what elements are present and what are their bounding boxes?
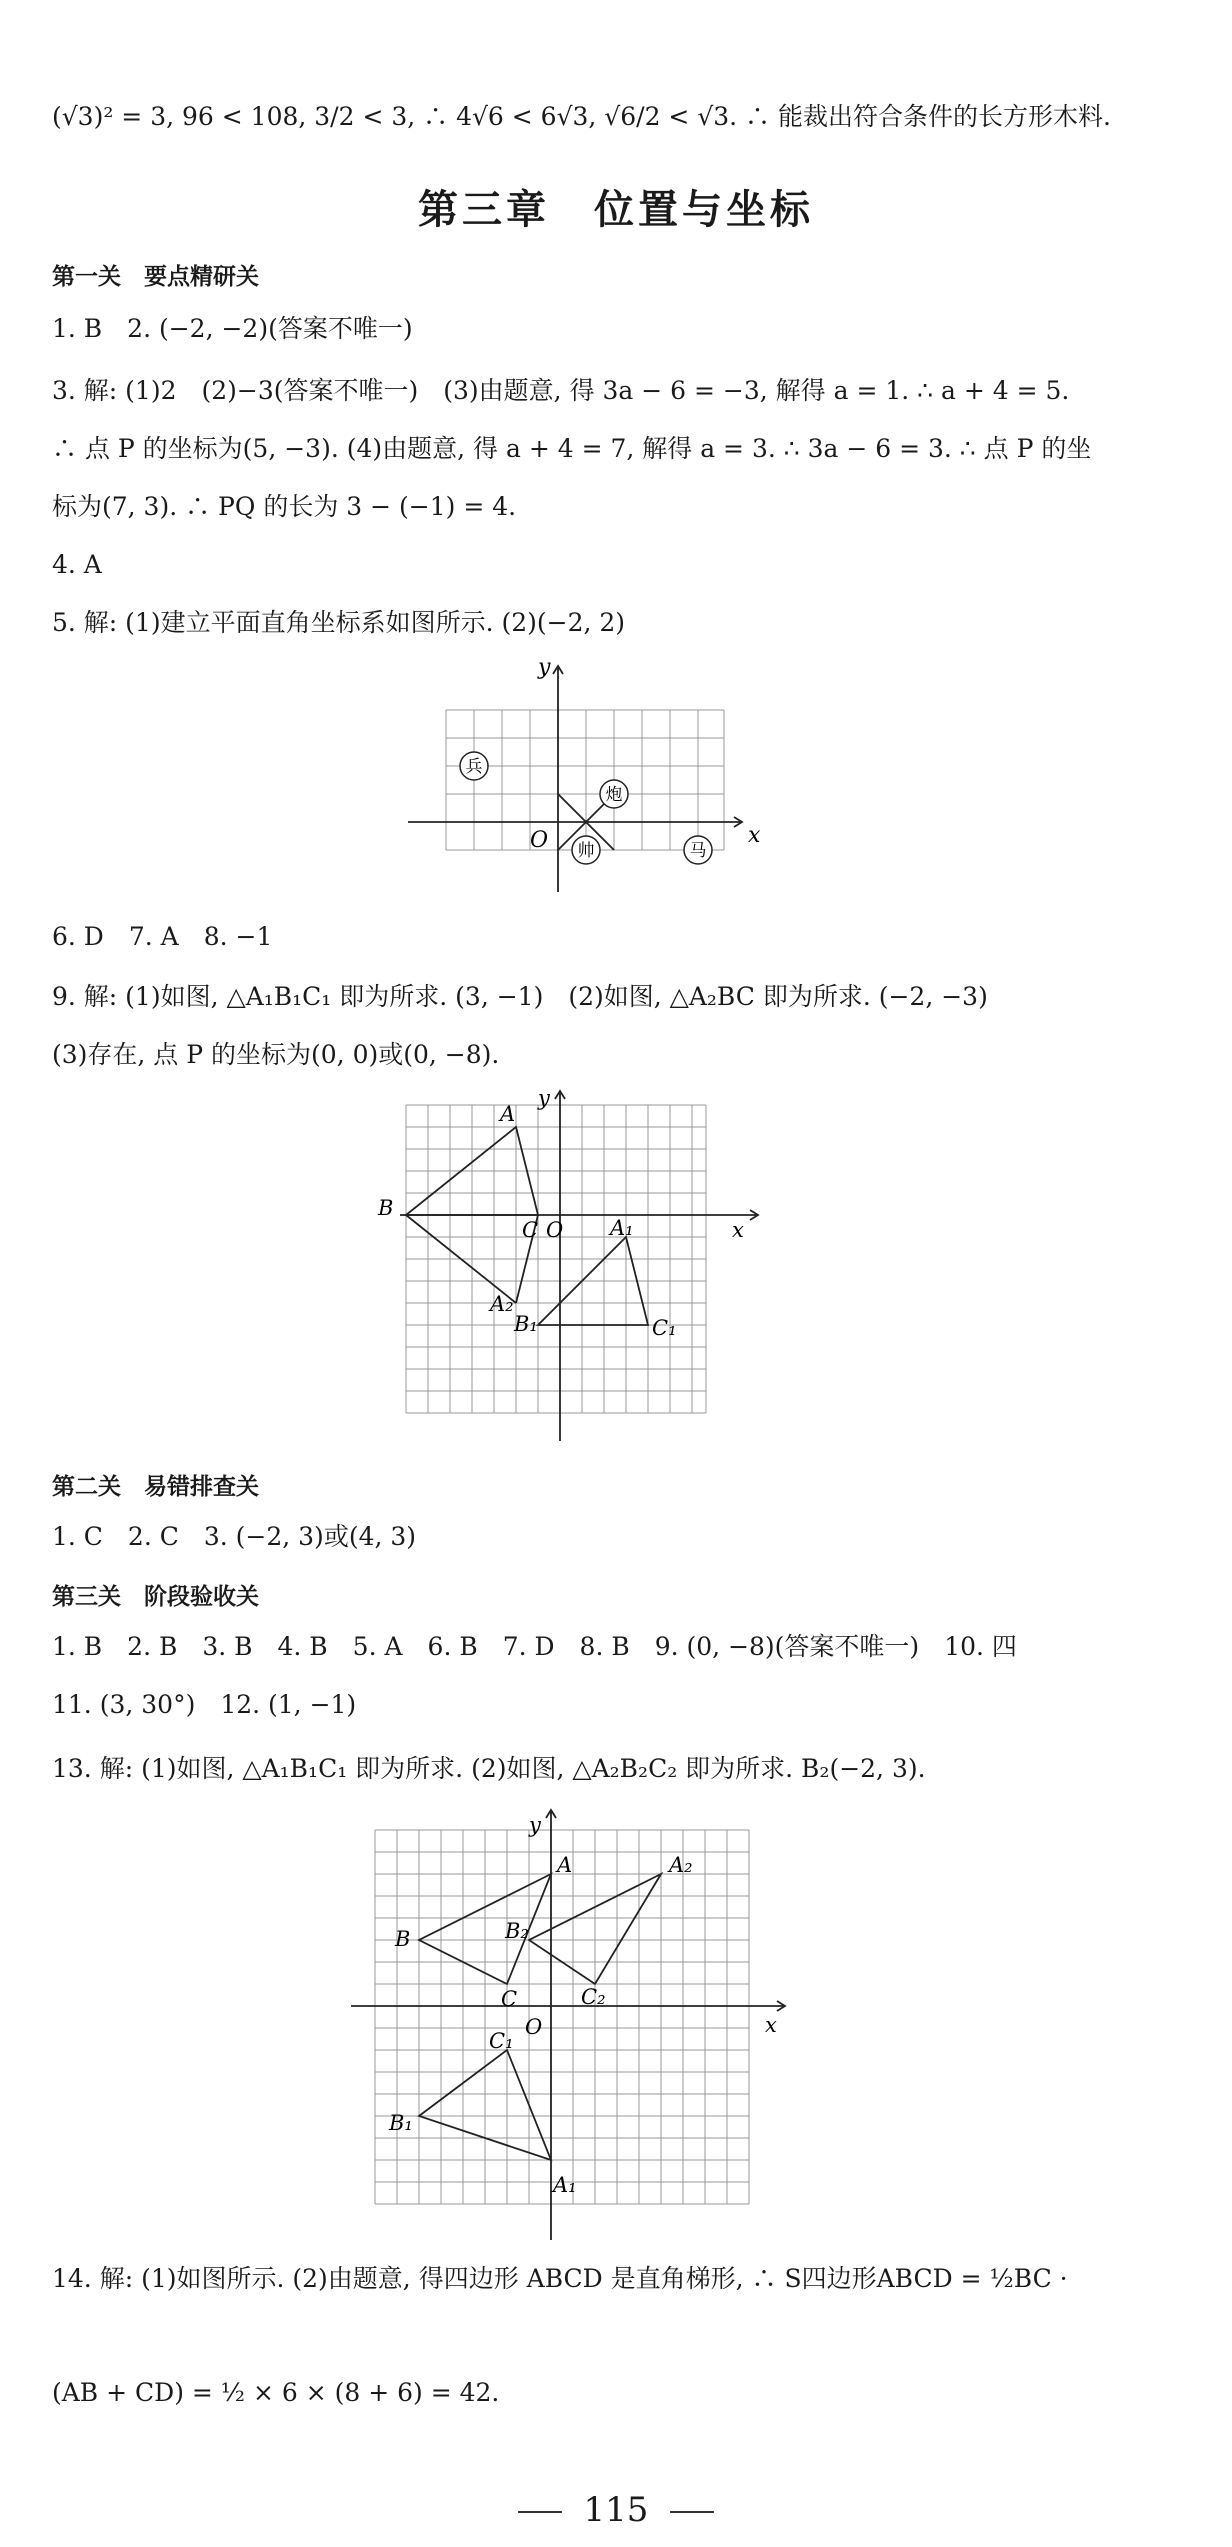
point-label: B <box>395 1927 411 1951</box>
y-axis-label: y <box>538 655 551 680</box>
point-label: A <box>557 1853 573 1877</box>
piece-bing: 兵 <box>465 757 483 777</box>
point-label: A₁ <box>553 2173 577 2197</box>
triangle-grid-figure-13 <box>345 1800 795 2240</box>
answer-line: ∴ 点 P 的坐标为(5, −3). (4)由题意, 得 a + 4 = 7, 解得 a = 3. ∴ 3a − 6 = 3. ∴ 点 P 的坐 <box>52 434 1092 463</box>
point-label: A₂ <box>669 1853 693 1877</box>
page-footer <box>0 2490 1232 2530</box>
y-axis-label: y <box>538 1086 550 1110</box>
section-heading: 第二关 易错排查关 <box>52 1474 259 1500</box>
point-label: C₁ <box>489 2029 514 2053</box>
point-label: B₁ <box>389 2111 413 2135</box>
chess-grid-figure <box>398 652 768 892</box>
answer-line: (3)存在, 点 P 的坐标为(0, 0)或(0, −8). <box>52 1040 500 1069</box>
point-label: A₁ <box>610 1216 634 1240</box>
origin-label: O <box>525 2015 543 2039</box>
point-label: B₂ <box>505 1919 529 1943</box>
section-heading: 第三关 阶段验收关 <box>52 1584 259 1610</box>
point-label: A₂ <box>490 1292 514 1316</box>
x-axis-label: x <box>732 1218 744 1242</box>
point-label: C <box>522 1218 539 1242</box>
answer-line: 13. 解: (1)如图, △A₁B₁C₁ 即为所求. (2)如图, △A₂B₂C₂ 即为所求. B₂(−2, 3). <box>52 1754 926 1783</box>
answer-line: 6. D 7. A 8. −1 <box>52 922 273 951</box>
answer-line: 标为(7, 3). ∴ PQ 的长为 3 − (−1) = 4. <box>52 492 517 521</box>
chapter-title: 第三章 位置与坐标 <box>418 187 814 233</box>
x-axis-label: x <box>748 823 761 848</box>
triangle-grid-figure-9 <box>370 1085 790 1445</box>
point-label: A <box>500 1102 516 1126</box>
answer-line: 14. 解: (1)如图所示. (2)由题意, 得四边形 ABCD 是直角梯形, ∴ S四边形ABCD = ½BC · <box>52 2264 1068 2293</box>
answer-line: 1. B 2. (−2, −2)(答案不唯一) <box>52 314 413 343</box>
point-label: C₂ <box>581 1985 606 2009</box>
answer-line: 11. (3, 30°) 12. (1, −1) <box>52 1690 357 1719</box>
answer-line: 5. 解: (1)建立平面直角坐标系如图所示. (2)(−2, 2) <box>52 608 626 637</box>
answer-line: 1. B 2. B 3. B 4. B 5. A 6. B 7. D 8. B 9. (0, −8)(答案不唯一) 10. 四 <box>52 1632 1017 1661</box>
piece-shuai: 帅 <box>577 841 595 861</box>
origin-label: O <box>546 1218 564 1242</box>
point-label: B₁ <box>514 1312 538 1336</box>
section-heading: 第一关 要点精研关 <box>52 264 259 290</box>
answer-line: (AB + CD) = ½ × 6 × (8 + 6) = 42. <box>52 2378 500 2407</box>
piece-pao: 炮 <box>605 785 623 805</box>
point-label: C₁ <box>652 1316 677 1340</box>
y-axis-label: y <box>529 1813 541 1837</box>
point-label: B <box>378 1196 394 1220</box>
answer-line: 9. 解: (1)如图, △A₁B₁C₁ 即为所求. (3, −1) (2)如图, △A₂BC 即为所求. (−2, −3) <box>52 982 988 1011</box>
answer-line: (√3)² = 3, 96 < 108, 3/2 < 3, ∴ 4√6 < 6√3, √6/2 < √3. ∴ 能裁出符合条件的长方形木料. <box>52 102 1111 131</box>
answer-line: 4. A <box>52 550 102 579</box>
point-label: C <box>501 1987 518 2011</box>
page-number: 115 <box>583 2490 649 2530</box>
x-axis-label: x <box>765 2013 777 2037</box>
answer-line: 3. 解: (1)2 (2)−3(答案不唯一) (3)由题意, 得 3a − 6 = −3, 解得 a = 1. ∴ a + 4 = 5. <box>52 376 1070 405</box>
piece-ma: 马 <box>689 841 707 861</box>
origin-label: O <box>530 828 549 853</box>
answer-line: 1. C 2. C 3. (−2, 3)或(4, 3) <box>52 1522 417 1551</box>
